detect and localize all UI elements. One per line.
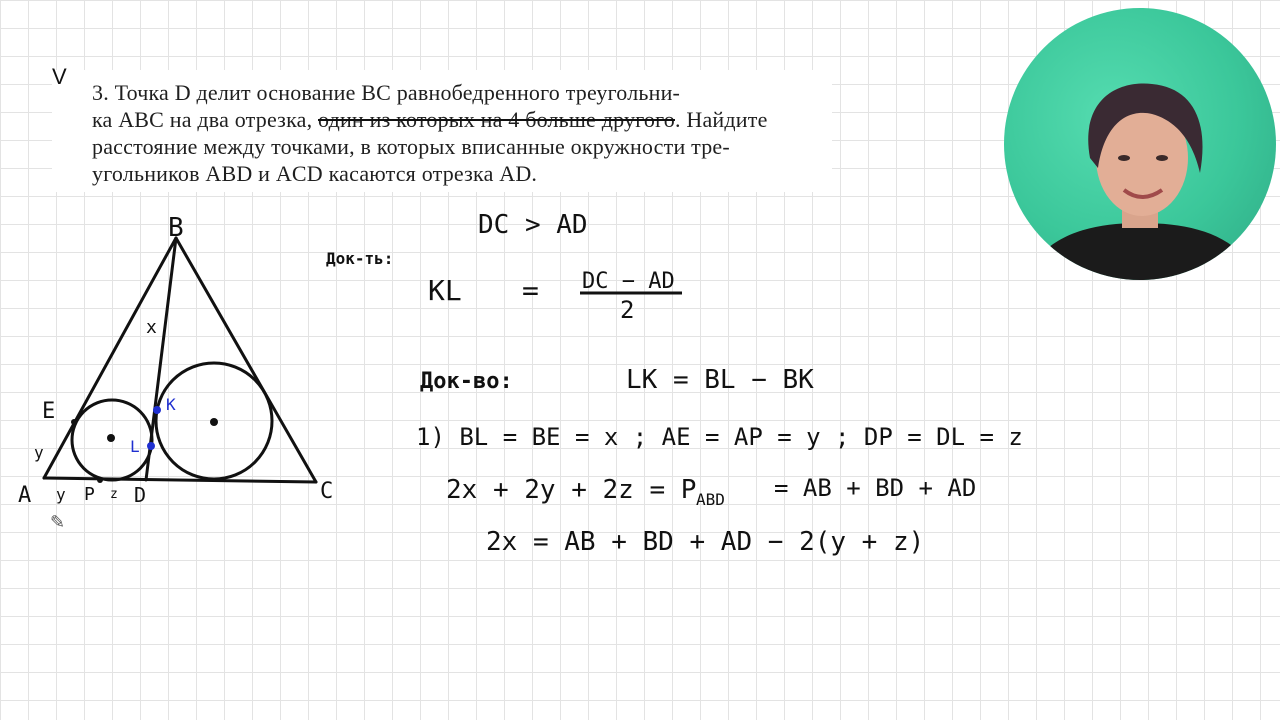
label-L: L [130,437,140,456]
note-dok-label: Док-ть: [326,249,394,268]
presenter-webcam [1004,8,1276,280]
base-AC [44,478,316,482]
problem-line-2-start: ка ABC на два отрезка, [92,107,318,132]
note-eq2-main: 2x + 2y + 2z = P [446,475,697,505]
problem-line-2-end: . Найдите [674,107,768,132]
label-K: K [166,395,176,414]
label-D: D [134,483,147,507]
note-kl-numerator: DC − AD [582,269,675,294]
note-dok-vo-label: Док-во: [420,369,513,394]
label-A: A [18,483,32,508]
check-mark: V [52,64,67,89]
problem-line-1: 3. Точка D делит основание BC равнобедренного треугольни- [92,80,681,105]
tangent-point-L [147,442,155,450]
note-eq3: 2x = AB + BD + AD − 2(y + z) [486,527,925,557]
note-eq2-rhs: = AB + BD + AD [774,474,977,502]
problem-line-3: расстояние между точками, в которых вписанные окружности тре- [92,134,730,159]
pencil-cursor-icon: ✎ [50,512,66,533]
tangent-point-K [153,406,161,414]
center-dot-large [210,418,218,426]
proof-notes [326,210,1023,557]
note-step1: 1) BL = BE = x ; AE = AP = y ; DP = DL = z [416,423,1023,451]
label-y-base: y [56,485,66,504]
label-P: P [84,484,95,505]
tangent-point-P [97,477,103,483]
presenter-video-icon [1004,8,1276,280]
triangle-figure [44,238,316,482]
note-kl-denominator: 2 [620,296,635,324]
tangent-point-E [71,419,77,425]
note-eq2-sub: ABD [696,490,725,509]
note-kl-eq: = [522,274,539,307]
problem-line-2-struck: один из которых на 4 больше другого [318,107,675,132]
note-kl-lhs: KL [428,274,462,307]
note-dok-vo-expr: LK = BL − BK [626,365,814,395]
label-x: x [146,317,157,338]
label-C: C [320,479,334,504]
side-BC [176,238,316,482]
label-B: B [168,213,184,243]
center-dot-small [107,434,115,442]
problem-line-4: угольников ABD и ACD касаются отрезка AD. [92,161,538,186]
label-y-side: y [34,443,44,462]
label-E: E [42,399,56,424]
label-z: z [110,487,118,502]
note-compare: DC > AD [478,210,588,240]
side-AB [44,238,176,478]
